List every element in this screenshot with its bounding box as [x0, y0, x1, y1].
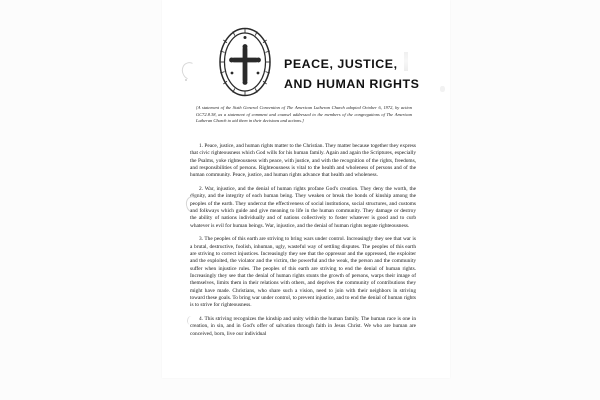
paragraph-2: 2. War, injustice, and the denial of human rights profane God's creation. They deny the worth, the dignity, and the integrity of each human being. They weaken or break the bonds of kinship among the peoples of the earth. They undercut the effectiveness of social institutions, social structures, and customs and folkways which guide and give meaning to life in the human community. They damage or destroy the ability of nations individually and of nations collectively to foster whatever is good and to curb whatever is evil for human beings. War, injustice, and the denial of human rights negate righteousness.	[190, 186, 416, 229]
title-line-2: AND HUMAN RIGHTS	[284, 77, 420, 91]
paragraph-3: 3. The peoples of this earth are striving to bring wars under control. Increasingly they see that war is a brutal, destructive, foolish, inhuman, ugly, wasteful way of settling disputes. The peoples of this earth are striving to correct injustices. Increasingly they see that the oppressor and the oppressed, the exploiter and the exploited, the violator and the victim, the powerful and the weak, the person and the community suffer when injustice rules. The peoples of this earth are striving to end the denial of human rights. Increasingly they see that the denial of human rights stunts the growth of persons, warps their image of themselves, limits them in their relations with others, and deprives the community of contributions they might have made. Christians, who share such a vision, need to join with their neighbors in striving toward these goals. To bring war under control, to prevent injustice, and to end the denial of human rights is to strive for righteousness.	[190, 236, 416, 309]
document-page	[162, 0, 450, 378]
title-line-1: PEACE, JUSTICE,	[284, 57, 398, 71]
paragraph-1: 1. Peace, justice, and human rights matter to the Christian. They matter because together they express that civic righteousness which God wills for his human family. Again and again the Scriptures, especially the Psalms, yoke righteousness with peace, with justice, and with the recognition of the rights, freedoms, and responsibilities of persons. Righteousness is vital to the health and wholeness of persons and of the human community. Peace, justice, and human rights advance that health and wholeness.	[190, 143, 416, 179]
masthead	[162, 24, 450, 100]
attribution-note: [A statement of the Sixth General Convention of The American Lutheran Church adopted October 6, 1972, by action GC72.8.38, as a statement of comment and counsel addressed to the members of the congregations of The American Lutheran Church to aid them in their decisions and actions.]	[196, 105, 412, 124]
paragraph-4: 4. This striving recognizes the kinship and unity within the human family. The human race is one in creation, in sin, and in God's offer of salvation through faith in Jesus Christ. We who are human are conceived, born, live our individual	[190, 316, 416, 337]
lutheran-church-seal-icon	[216, 26, 274, 98]
body-text	[190, 143, 416, 338]
page-title	[284, 54, 448, 94]
